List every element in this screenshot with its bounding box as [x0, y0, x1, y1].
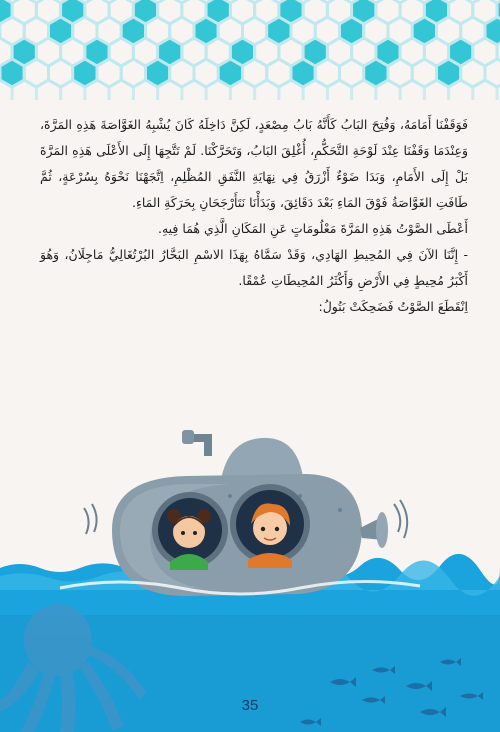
- hexagon-shape: [36, 80, 60, 100]
- paragraph-1: فَوَقَفْنَا أَمَامَهُ، وَفُتِحَ البَابُ كَأَنَّهُ بَابُ مِصْعَدٍ، لَكِنَّ دَاخِلَهُ كَانَ يُشْبِهُ الغَوَّاصَةَ هَذِهِ المَرَّةَ، وَعِنْدَمَا وَقَفْنَا عِنْدَ لَوْحَةِ التَّحَكُّمِ، أُغْلِقَ البَابُ، وَتَحَرَّكْنَا. لَمْ تَتَّجِهَا إِلَى الأَعْلَى هَذِهِ المَرَّةَ بَلْ إِلَى الأَمَامِ، وَبَدَا ضَوْءٌ أَزْرَقُ فِي نِهَايَةِ النَّفَقِ المُظْلِمِ، اِتَّجَهْنَا نَحْوَهُ بِسُرْعَةٍ، ثُمَّ طَافَتِ الغَوَّاصَةُ فَوْقَ المَاءِ بَعْدَ دَقَائِقَ، وَبَدَأْنَا نَتَأَرْجَحَانِ بِحَرَكَةِ المَاءِ.: [40, 117, 468, 210]
- hexagon-shape: [473, 80, 497, 100]
- hexagon-shape: [400, 80, 424, 100]
- page-number: 35: [241, 697, 259, 714]
- paragraph-4: اِنْقَطَعَ الصَّوْتُ فَضَحِكَتْ بَتُولُ:: [318, 299, 468, 314]
- hexagon-shape: [182, 80, 206, 100]
- ocean-illustration: [0, 400, 500, 732]
- hexagon-shape: [255, 80, 279, 100]
- story-text: [40, 112, 468, 320]
- paragraph-2: أَعْطَى الصَّوْتُ هَذِهِ المَرَّةَ مَعْلُومَاتٍ عَنِ المَكَانِ الَّذِي هُمَا فِيهِ.: [157, 221, 468, 236]
- hexagon-shape: [327, 80, 351, 100]
- hexagon-shape: [109, 80, 133, 100]
- hexagon-pattern-header: [0, 0, 500, 100]
- paragraph-3: - إِنَّنَا الآنَ فِي المُحِيطِ الهَادِي، وَقَدْ سَمَّاهُ بِهَذَا الاسْمِ البَحَّارُ البُرْتُغَالِيُّ مَاجِلَانُ، وَهُوَ أَكْبَرُ مُحِيطٍ فِي الأَرْضِ وَأَكْثَرُ المُحِيطَاتِ عُمْقًا.: [40, 247, 468, 288]
